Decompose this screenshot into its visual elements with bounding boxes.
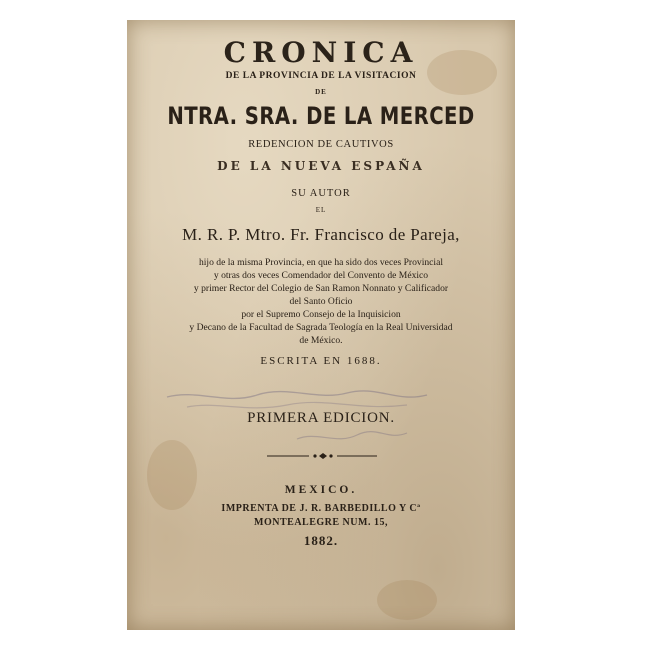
province-subtitle: DE LA PROVINCIA DE LA VISITACION [225,71,417,81]
book-title-page [127,20,515,630]
divider-ornament [127,450,515,462]
printer-line: IMPRENTA DE J. R. BARBEDILLO Y Cª [221,503,421,514]
author-description-line: y primer Rector del Colegio de San Ramon Nonnato y Calificador [193,283,449,294]
author-description-line: y Decano de la Facultad de Sagrada Teología en la Real Universidad [189,322,453,333]
author-name: M. R. P. Mtro. Fr. Francisco de Pareja, [182,225,460,244]
author-description-line: del Santo Oficio [289,296,353,307]
region-line: DE LA NUEVA ESPAÑA [217,159,425,173]
redemption-line: REDENCION DE CAUTIVOS [248,139,394,150]
paper-stain [377,580,437,620]
el-label: EL [315,206,327,214]
su-autor-label: SU AUTOR [291,188,351,199]
author-description-line: de México. [299,335,343,346]
book-title: CRONICA [223,36,419,69]
author-description-line: y otras dos veces Comendador del Convento de México [213,270,429,281]
written-date: ESCRITA EN 1688. [260,355,382,367]
publication-year: 1882. [303,533,339,548]
author-description-line: hijo de la misma Provincia, en que ha sido dos veces Provincial [198,257,444,268]
city-label: MEXICO. [284,484,358,496]
edition-label: PRIMERA EDICION. [247,410,395,426]
author-description-line: por el Supremo Consejo de la Inquisicion [241,309,401,320]
connector-de: DE [315,88,327,96]
address-line: MONTEALEGRE NUM. 15, [254,517,388,528]
order-name: NTRA. SRA. DE LA MERCED [167,102,475,130]
